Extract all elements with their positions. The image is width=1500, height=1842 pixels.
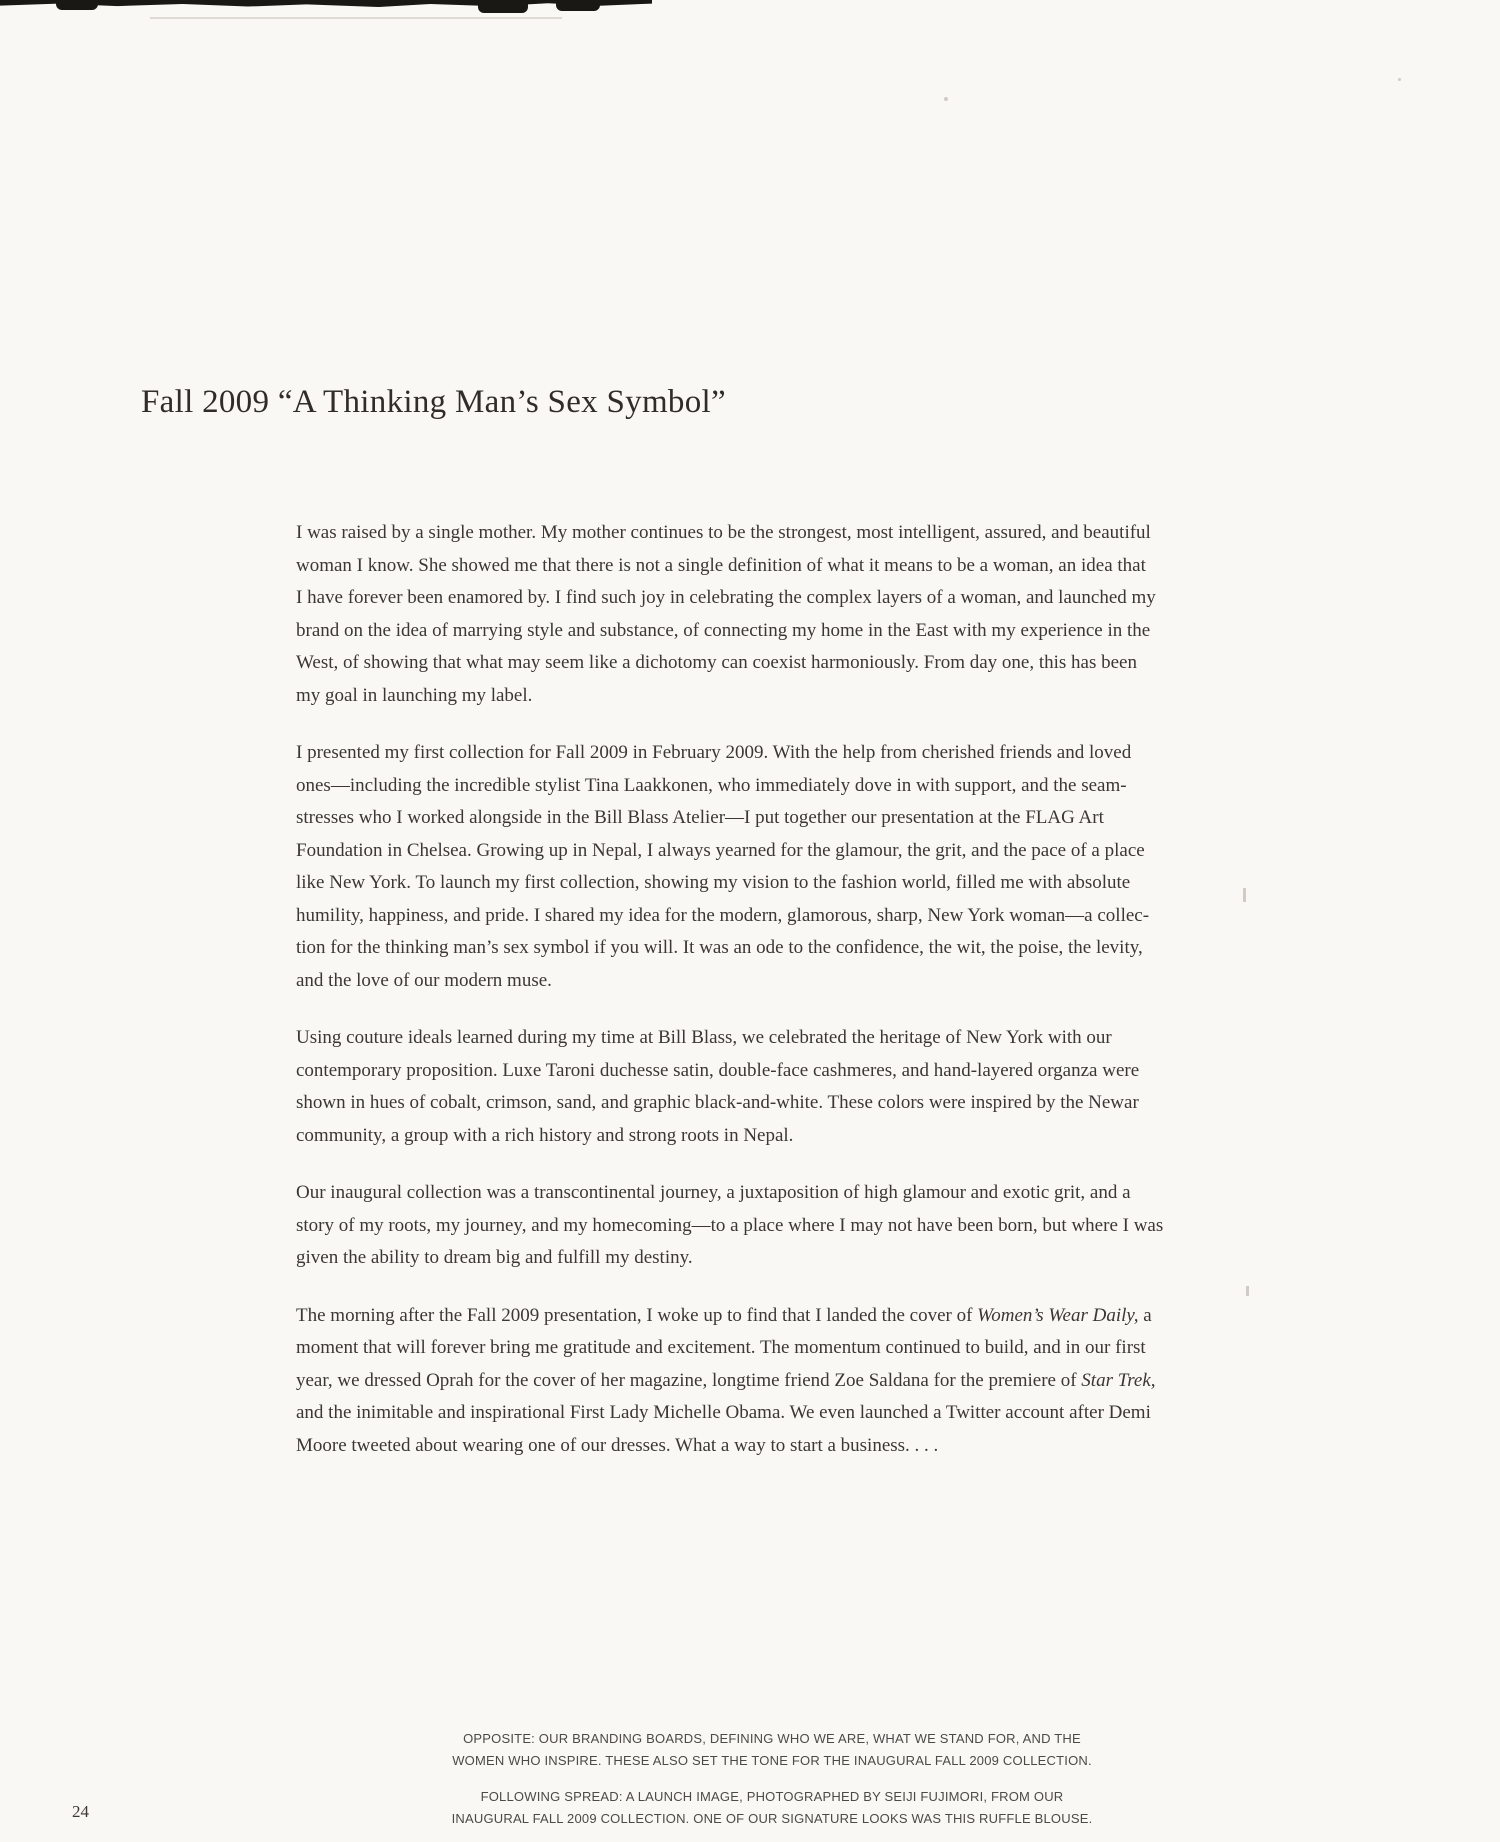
text-line: I have forever been enamored by. I find such joy in celebrating the complex layers of a woman, and launched my — [296, 587, 1156, 608]
paragraph — [296, 737, 1240, 997]
caption-line: INAUGURAL FALL 2009 COLLECTION. ONE OF OUR SIGNATURE LOOKS WAS THIS RUFFLE BLOUSE. — [451, 1811, 1093, 1826]
body-paragraphs — [296, 517, 1240, 1487]
text-line: The morning after the Fall 2009 presentation, I woke up to find that I landed the cover of Women’s Wear Daily, a — [296, 1304, 1152, 1326]
caption-line: FOLLOWING SPREAD: A LAUNCH IMAGE, PHOTOGRAPHED BY SEIJI FUJIMORI, FROM OUR — [480, 1789, 1064, 1804]
text-line: shown in hues of cobalt, crimson, sand, and graphic black-and-white. These colors were inspired by the Newar — [296, 1092, 1139, 1113]
text-line: humility, happiness, and pride. I shared my idea for the modern, glamorous, sharp, New York woman—a collec- — [296, 904, 1150, 926]
paragraph — [296, 1022, 1240, 1152]
scan-speck — [1398, 78, 1401, 81]
photo-captions — [292, 1728, 1252, 1842]
caption-line: WOMEN WHO INSPIRE. THESE ALSO SET THE TONE FOR THE INAUGURAL FALL 2009 COLLECTION. — [452, 1753, 1092, 1768]
text-line: my goal in launching my label. — [296, 684, 533, 706]
page-number: 24 — [72, 1802, 89, 1821]
text-line: community, a group with a rich history and strong roots in Nepal. — [296, 1124, 794, 1146]
text-line: Our inaugural collection was a transcontinental journey, a juxtaposition of high glamour and exotic grit, and a — [296, 1182, 1131, 1203]
chapter-title: Fall 2009 “A Thinking Man’s Sex Symbol” — [141, 384, 726, 420]
text-line: ones—including the incredible stylist Tina Laakkonen, who immediately dove in with support, and the seam- — [296, 774, 1127, 796]
text-line: and the love of our modern muse. — [296, 969, 552, 991]
text-line: contemporary proposition. Luxe Taroni duchesse satin, double-face cashmeres, and hand-layered organza were — [296, 1059, 1140, 1081]
text-line: stresses who I worked alongside in the Bill Blass Atelier—I put together our presentation at the FLAG Art — [296, 807, 1104, 828]
scan-artifact-bump — [556, 0, 600, 11]
scan-artifact-bump — [56, 0, 98, 10]
scan-artifact-line — [150, 17, 562, 19]
text-line: woman I know. She showed me that there is not a single definition of what it means to be a woman, an idea that — [296, 554, 1146, 576]
paragraph — [296, 1177, 1240, 1275]
caption — [292, 1786, 1252, 1830]
paragraph — [296, 1300, 1240, 1463]
text-line: and the inimitable and inspirational First Lady Michelle Obama. We even launched a Twitter account after Demi — [296, 1402, 1151, 1423]
text-line: Using couture ideals learned during my time at Bill Blass, we celebrated the heritage of New York with our — [296, 1027, 1112, 1048]
paragraph — [296, 517, 1240, 712]
scan-artifact-bump — [478, 0, 528, 13]
text-line: given the ability to dream big and fulfill my destiny. — [296, 1247, 693, 1268]
text-line: I was raised by a single mother. My mother continues to be the strongest, most intelligent, assured, and beautiful — [296, 522, 1151, 543]
caption-line: OPPOSITE: OUR BRANDING BOARDS, DEFINING WHO WE ARE, WHAT WE STAND FOR, AND THE — [463, 1731, 1081, 1746]
text-line: tion for the thinking man’s sex symbol if you will. It was an ode to the confidence, the wit, the poise, the levity, — [296, 937, 1143, 958]
text-line: year, we dressed Oprah for the cover of her magazine, longtime friend Zoe Saldana for the premiere of Star Trek, — [296, 1369, 1156, 1391]
text-line: West, of showing that what may seem like a dichotomy can coexist harmoniously. From day one, this has been — [296, 652, 1137, 673]
text-line: brand on the idea of marrying style and substance, of connecting my home in the East with my experience in the — [296, 619, 1151, 641]
scan-speck — [1246, 1286, 1249, 1296]
scan-speck — [1243, 888, 1246, 902]
scan-speck — [944, 97, 948, 101]
caption — [292, 1728, 1252, 1772]
text-line: Moore tweeted about wearing one of our dresses. What a way to start a business. . . . — [296, 1434, 939, 1456]
text-line: moment that will forever bring me gratitude and excitement. The momentum continued to build, and in our first — [296, 1337, 1146, 1358]
text-line: I presented my first collection for Fall 2009 in February 2009. With the help from cherished friends and loved — [296, 742, 1132, 763]
text-line: story of my roots, my journey, and my homecoming—to a place where I may not have been born, but where I was — [296, 1214, 1164, 1236]
text-line: like New York. To launch my first collection, showing my vision to the fashion world, filled me with absolute — [296, 872, 1131, 893]
text-line: Foundation in Chelsea. Growing up in Nepal, I always yearned for the glamour, the grit, and the pace of a place — [296, 839, 1145, 861]
